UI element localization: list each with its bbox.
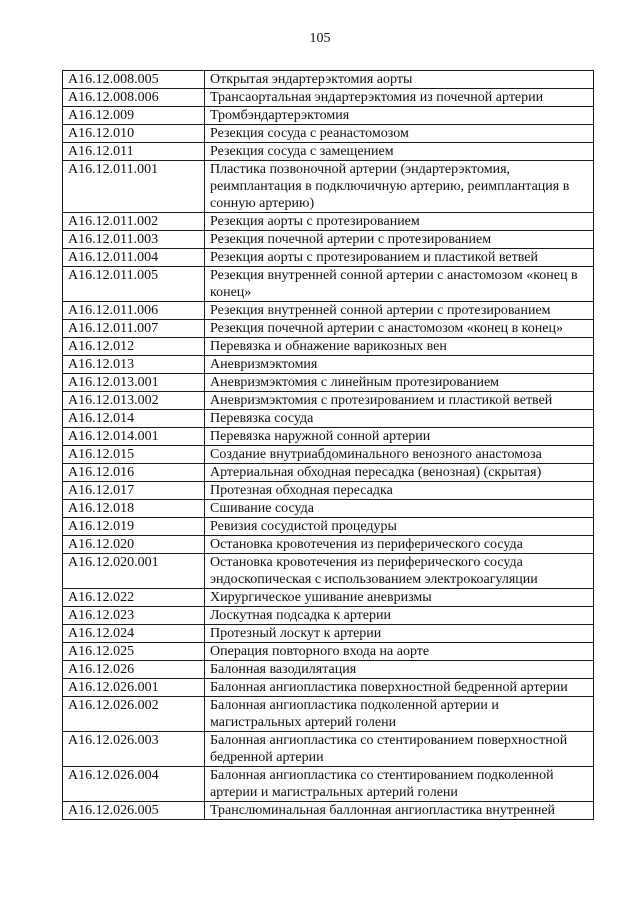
table-row [63, 231, 594, 249]
procedure-code-cell: A16.12.018 [63, 500, 205, 518]
procedure-name-cell: Аневризмэктомия с протезированием и пластикой ветвей [205, 392, 594, 410]
procedure-name-cell: Остановка кровотечения из периферического сосуда эндоскопическая с использованием электрокоагуляции [205, 554, 594, 589]
table-row [63, 661, 594, 679]
procedure-name-cell: Трансаортальная эндартерэктомия из почечной артерии [205, 89, 594, 107]
table-row [63, 802, 594, 820]
table-row [63, 589, 594, 607]
procedure-name-cell: Резекция сосуда с замещением [205, 143, 594, 161]
table-row [63, 302, 594, 320]
table-row [63, 536, 594, 554]
procedure-code-cell: A16.12.016 [63, 464, 205, 482]
procedure-name-cell: Лоскутная подсадка к артерии [205, 607, 594, 625]
table-row [63, 446, 594, 464]
procedure-code-cell: A16.12.009 [63, 107, 205, 125]
procedure-code-cell: A16.12.026.002 [63, 697, 205, 732]
procedure-name-cell: Аневризмэктомия [205, 356, 594, 374]
procedure-name-cell: Перевязка наружной сонной артерии [205, 428, 594, 446]
procedure-code-cell: A16.12.014.001 [63, 428, 205, 446]
procedure-name-cell: Пластика позвоночной артерии (эндартерэктомия, реимплантация в подключичную артерию, реимплантация в сонную артерию) [205, 161, 594, 213]
procedure-name-cell: Операция повторного входа на аорте [205, 643, 594, 661]
table-row [63, 374, 594, 392]
procedure-name-cell: Ревизия сосудистой процедуры [205, 518, 594, 536]
procedure-name-cell: Резекция внутренней сонной артерии с анастомозом «конец в конец» [205, 267, 594, 302]
procedure-code-cell: A16.12.026 [63, 661, 205, 679]
procedure-name-cell: Протезная обходная пересадка [205, 482, 594, 500]
procedure-code-cell: A16.12.011.004 [63, 249, 205, 267]
procedure-name-cell: Балонная ангиопластика подколенной артерии и магистральных артерий голени [205, 697, 594, 732]
table-row [63, 356, 594, 374]
table-row [63, 554, 594, 589]
procedures-table-body [63, 71, 594, 820]
table-row [63, 125, 594, 143]
table-row [63, 161, 594, 213]
table-row [63, 89, 594, 107]
procedure-name-cell: Хирургическое ушивание аневризмы [205, 589, 594, 607]
table-row [63, 143, 594, 161]
procedure-code-cell: A16.12.026.001 [63, 679, 205, 697]
table-row [63, 267, 594, 302]
procedure-code-cell: A16.12.011.006 [63, 302, 205, 320]
procedure-code-cell: A16.12.014 [63, 410, 205, 428]
procedure-name-cell: Резекция аорты с протезированием [205, 213, 594, 231]
procedure-code-cell: A16.12.013.002 [63, 392, 205, 410]
table-row [63, 107, 594, 125]
procedure-code-cell: A16.12.008.006 [63, 89, 205, 107]
table-row [63, 482, 594, 500]
procedure-code-cell: A16.12.017 [63, 482, 205, 500]
table-row [63, 679, 594, 697]
procedure-code-cell: A16.12.011.005 [63, 267, 205, 302]
procedure-name-cell: Транслюминальная баллонная ангиопластика внутренней [205, 802, 594, 820]
table-row [63, 249, 594, 267]
procedure-code-cell: A16.12.020 [63, 536, 205, 554]
procedure-code-cell: A16.12.011.003 [63, 231, 205, 249]
procedure-code-cell: A16.12.012 [63, 338, 205, 356]
procedure-name-cell: Остановка кровотечения из периферического сосуда [205, 536, 594, 554]
procedure-code-cell: A16.12.024 [63, 625, 205, 643]
procedure-name-cell: Аневризмэктомия с линейным протезированием [205, 374, 594, 392]
procedure-code-cell: A16.12.019 [63, 518, 205, 536]
table-row [63, 625, 594, 643]
table-row [63, 410, 594, 428]
table-row [63, 607, 594, 625]
procedure-code-cell: A16.12.020.001 [63, 554, 205, 589]
procedure-code-cell: A16.12.013 [63, 356, 205, 374]
procedure-code-cell: A16.12.022 [63, 589, 205, 607]
table-row [63, 643, 594, 661]
table-row [63, 213, 594, 231]
procedure-code-cell: A16.12.010 [63, 125, 205, 143]
procedure-name-cell: Создание внутриабдоминального венозного анастомоза [205, 446, 594, 464]
procedure-name-cell: Тромбэндартерэктомия [205, 107, 594, 125]
procedure-code-cell: A16.12.008.005 [63, 71, 205, 89]
table-row [63, 518, 594, 536]
procedure-code-cell: A16.12.011.002 [63, 213, 205, 231]
procedure-name-cell: Резекция аорты с протезированием и пластикой ветвей [205, 249, 594, 267]
procedure-code-cell: A16.12.011 [63, 143, 205, 161]
procedures-table [62, 70, 594, 820]
procedure-name-cell: Артериальная обходная пересадка (венозная) (скрытая) [205, 464, 594, 482]
table-row [63, 767, 594, 802]
table-row [63, 392, 594, 410]
table-row [63, 320, 594, 338]
procedure-code-cell: A16.12.023 [63, 607, 205, 625]
procedure-code-cell: A16.12.026.005 [63, 802, 205, 820]
table-row [63, 71, 594, 89]
table-row [63, 500, 594, 518]
procedure-name-cell: Балонная вазодилятация [205, 661, 594, 679]
procedure-name-cell: Резекция внутренней сонной артерии с протезированием [205, 302, 594, 320]
table-row [63, 697, 594, 732]
table-row [63, 428, 594, 446]
procedure-code-cell: A16.12.013.001 [63, 374, 205, 392]
procedure-code-cell: A16.12.011.007 [63, 320, 205, 338]
procedure-name-cell: Открытая эндартерэктомия аорты [205, 71, 594, 89]
procedure-name-cell: Балонная ангиопластика поверхностной бедренной артерии [205, 679, 594, 697]
procedure-code-cell: A16.12.015 [63, 446, 205, 464]
procedure-name-cell: Протезный лоскут к артерии [205, 625, 594, 643]
procedure-name-cell: Сшивание сосуда [205, 500, 594, 518]
table-row [63, 464, 594, 482]
table-row [63, 732, 594, 767]
procedure-name-cell: Перевязка сосуда [205, 410, 594, 428]
procedure-name-cell: Резекция почечной артерии с анастомозом «конец в конец» [205, 320, 594, 338]
page-number: 105 [309, 31, 331, 46]
procedure-name-cell: Перевязка и обнажение варикозных вен [205, 338, 594, 356]
procedure-name-cell: Резекция почечной артерии с протезированием [205, 231, 594, 249]
procedure-code-cell: A16.12.011.001 [63, 161, 205, 213]
table-row [63, 338, 594, 356]
procedure-code-cell: A16.12.026.004 [63, 767, 205, 802]
procedure-code-cell: A16.12.026.003 [63, 732, 205, 767]
procedure-code-cell: A16.12.025 [63, 643, 205, 661]
procedure-name-cell: Резекция сосуда с реанастомозом [205, 125, 594, 143]
procedure-name-cell: Балонная ангиопластика со стентированием подколенной артерии и магистральных артерий голени [205, 767, 594, 802]
procedure-name-cell: Балонная ангиопластика со стентированием поверхностной бедренной артерии [205, 732, 594, 767]
